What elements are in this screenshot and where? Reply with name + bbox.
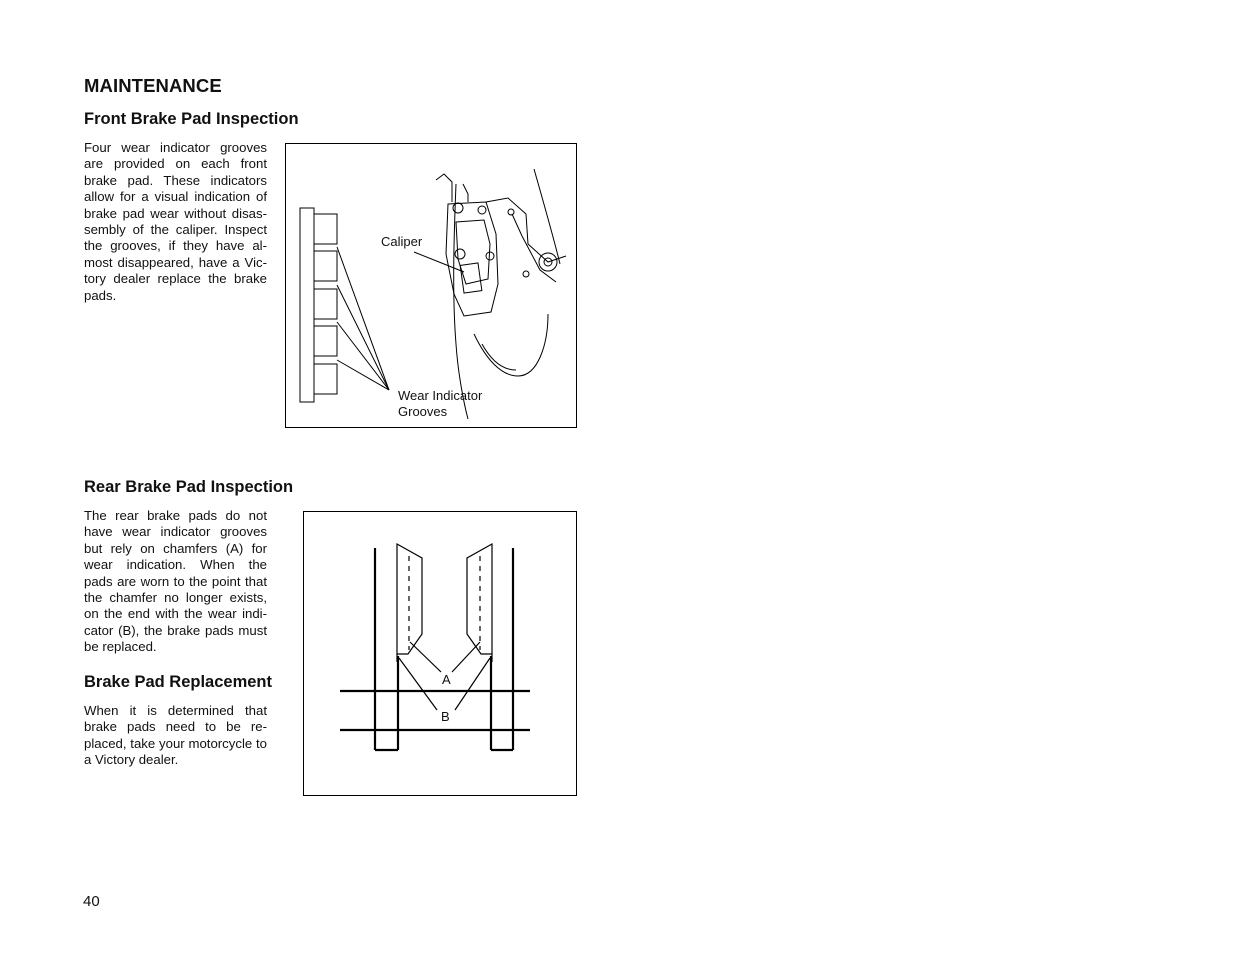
replacement-body: When it is determined that brake pads need to be re-placed, take your motorcycle to a Victory dealer. — [84, 703, 267, 768]
rear-brake-heading: Rear Brake Pad Inspection — [84, 478, 294, 496]
pad-block-3 — [314, 289, 337, 319]
pad-block-2 — [314, 251, 337, 281]
rear-brake-body: The rear brake pads do not have wear indicator grooves but rely on chamfers (A) for wear indication. When the pads are worn to the point that the chamfer no longer exists, on the end with the wear indi-cator (B), the brake pads must be replaced. — [84, 508, 267, 655]
rear-brake-figure — [303, 511, 577, 796]
front-brake-body: Four wear indicator grooves are provided on each front brake pad. These indicators allow for a visual indication of brake pad wear without disas-sembly of the caliper. Inspect the grooves, if they have al-most disappeared, have a Vic-tory dealer replace the brake pads. — [84, 140, 267, 303]
pad-block-1 — [314, 214, 337, 244]
wear-indicator-label-line1: Wear Indicator — [398, 388, 483, 403]
pad-block-4 — [314, 326, 337, 356]
pad-block-5 — [314, 364, 337, 394]
chamfer-label-a: A — [442, 672, 451, 687]
caliper-label: Caliper — [381, 234, 423, 249]
pad-backing-plate — [300, 208, 314, 402]
front-brake-illustration — [286, 144, 578, 429]
replacement-heading: Brake Pad Replacement — [84, 673, 273, 691]
section-title: MAINTENANCE — [84, 75, 222, 96]
wear-indicator-label-line2: Grooves — [398, 404, 448, 419]
rear-brake-illustration — [304, 512, 578, 797]
wear-indicator-label-b: B — [441, 709, 450, 724]
page-number: 40 — [83, 893, 100, 910]
front-brake-figure — [285, 143, 577, 428]
front-brake-heading: Front Brake Pad Inspection — [84, 110, 299, 128]
